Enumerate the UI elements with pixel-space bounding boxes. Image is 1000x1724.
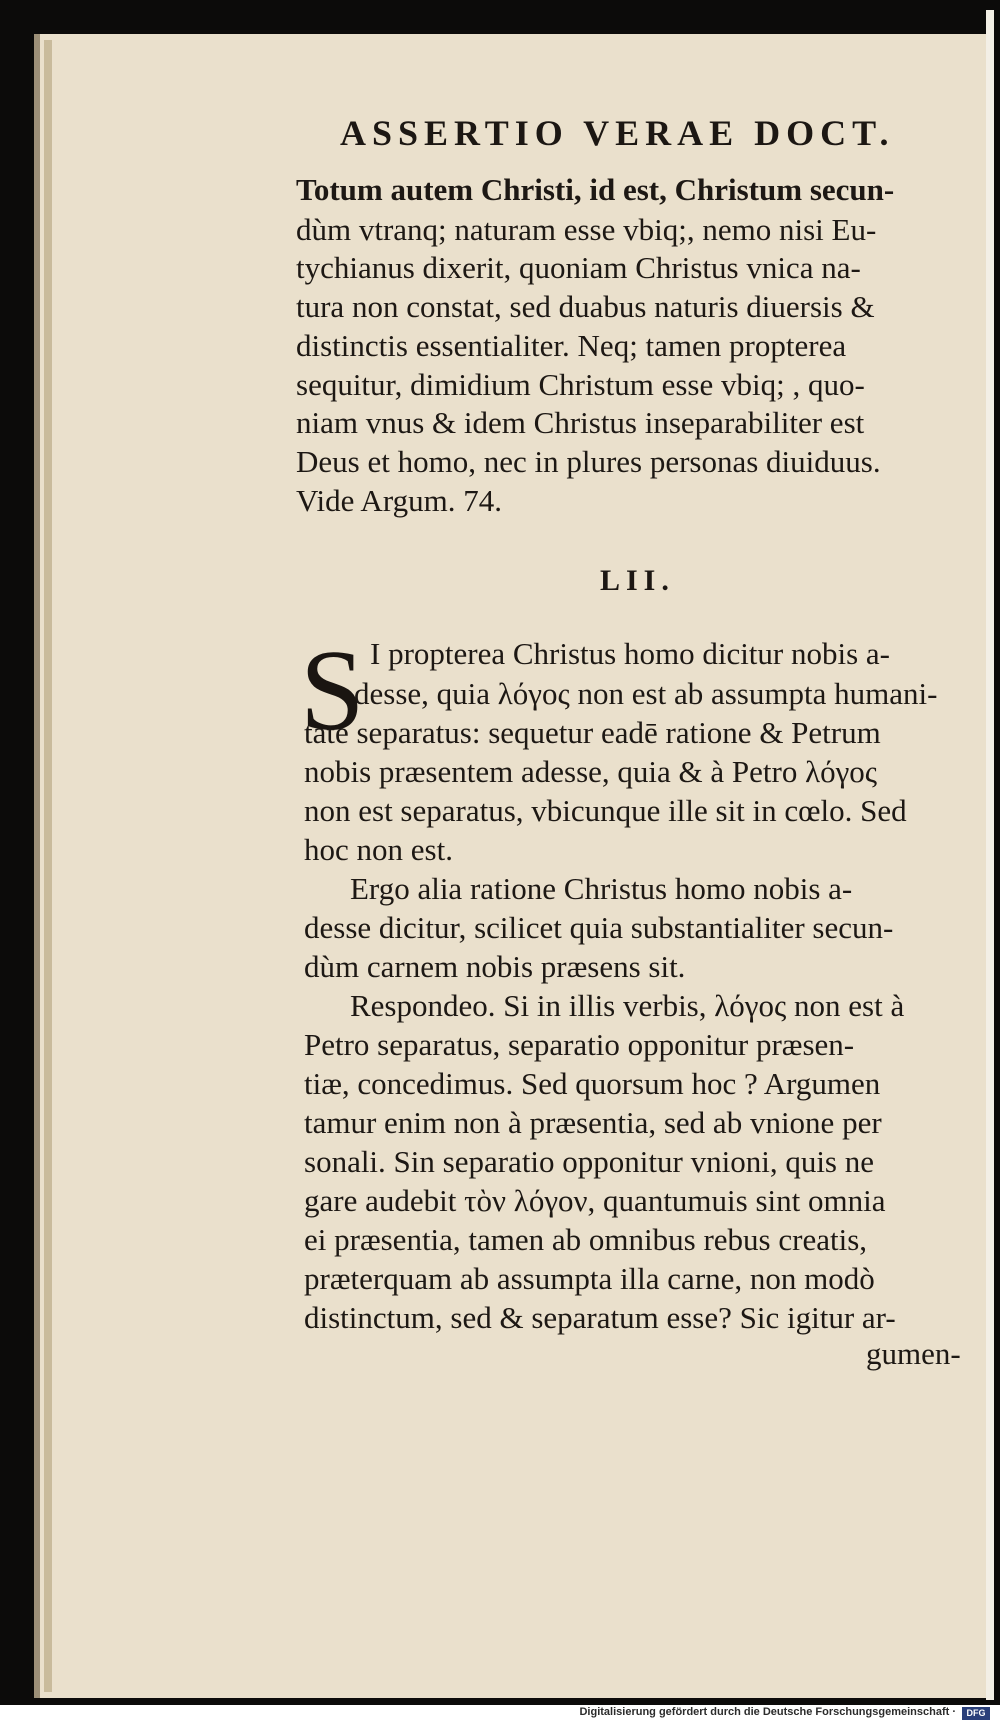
text-line: gare audebit τὸν λόγον, quantumuis sint omnia — [304, 1183, 886, 1218]
text-line: sonali. Sin separatio opponitur vnioni, quis ne — [304, 1144, 875, 1179]
text-line: niam vnus & idem Christus inseparabiliter est — [296, 405, 865, 440]
text-line: Petro separatus, separatio opponitur præsen- — [304, 1027, 855, 1062]
drop-cap-initial: S — [300, 627, 365, 755]
text-line: Deus et homo, nec in plures personas diuiduus. — [296, 444, 881, 479]
text-line: præterquam ab assumpta illa carne, non modò — [304, 1261, 875, 1296]
text-line: tamur enim non à præsentia, sed ab vnione per — [304, 1105, 882, 1140]
section-number: LII. — [600, 564, 675, 597]
text-line: ei præsentia, tamen ab omnibus rebus creatis, — [304, 1222, 868, 1257]
text-line: hoc non est. — [304, 832, 453, 867]
text-line: non est separatus, vbicunque ille sit in cœlo. Sed — [304, 793, 907, 828]
funding-credit: Digitalisierung gefördert durch die Deutsche Forschungsgemeinschaft · — [579, 1706, 956, 1718]
catchword: gumen- — [866, 1336, 961, 1371]
text-line: tiæ, concedimus. Sed quorsum hoc ? Argumen — [304, 1066, 881, 1101]
text-line: I propterea Christus homo dicitur nobis a- — [370, 636, 891, 671]
text-line: tura non constat, sed duabus naturis diuersis & — [296, 289, 875, 324]
text-line: dùm vtranq; naturam esse vbiq;, nemo nisi Eu- — [296, 212, 877, 247]
text-line: Vide Argum. 74. — [296, 483, 502, 518]
text-line: distinctum, sed & separatum esse? Sic igitur ar- — [304, 1300, 896, 1335]
text-line: nobis præsentem adesse, quia & à Petro λόγος — [304, 754, 878, 789]
text-line: dùm carnem nobis præsens sit. — [304, 949, 686, 984]
text-line: desse dicitur, scilicet quia substantialiter secun- — [304, 910, 894, 945]
page-binding-edge — [44, 40, 52, 1692]
dfg-logo: DFG — [962, 1707, 990, 1720]
running-header: ASSERTIO VERAE DOCT. — [340, 113, 895, 153]
text-line: tychianus dixerit, quoniam Christus vnica na- — [296, 250, 861, 285]
text-line: Ergo alia ratione Christus homo nobis a- — [350, 871, 853, 906]
text-line: sequitur, dimidium Christum esse vbiq; , quo- — [296, 367, 865, 402]
text-line: tate separatus: sequetur eadē ratione & Petrum — [304, 715, 881, 750]
text-line: distinctis essentialiter. Neq; tamen propterea — [296, 328, 847, 363]
text-line: Respondeo. Si in illis verbis, λόγος non est à — [350, 988, 905, 1023]
text-line: Totum autem Christi, id est, Christum secun- — [296, 172, 895, 207]
page-right-edge — [986, 10, 994, 1700]
text-line: desse, quia λόγος non est ab assumpta humani- — [354, 676, 938, 711]
